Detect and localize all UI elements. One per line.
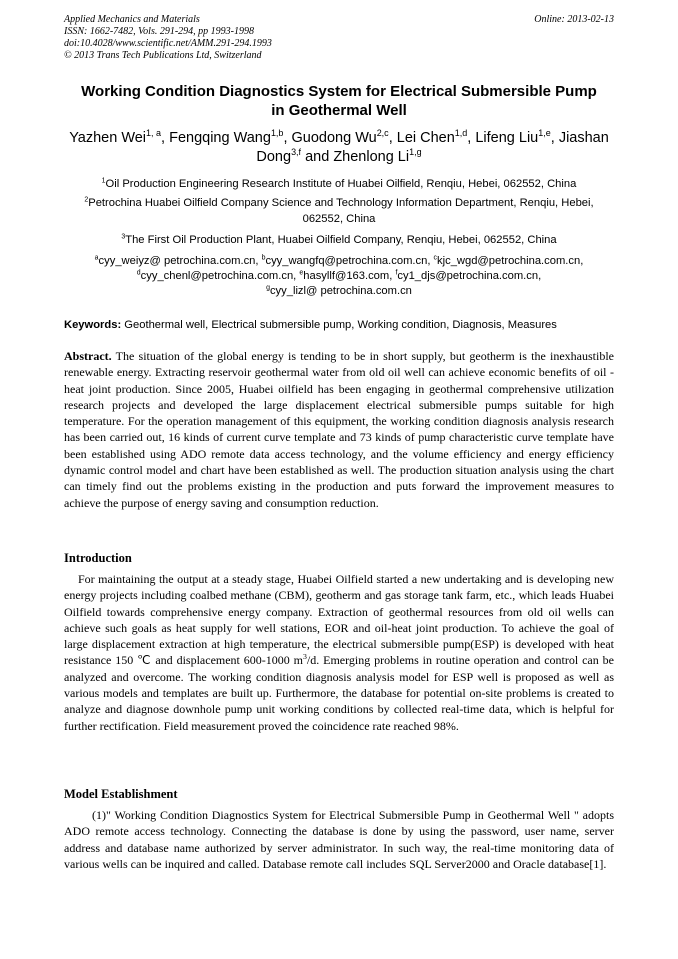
author-list [64,129,614,167]
author-affiliation-mark: 1,g [409,147,422,158]
author-affiliation-mark: 1,e [538,128,551,139]
author-affiliation-mark: 1,b [270,128,284,139]
author-name: Zhenlong Li [333,149,410,165]
author-separator: , [467,130,476,146]
journal-copyright: © 2013 Trans Tech Publications Ltd, Switzerland [64,50,262,61]
online-date: Online: 2013-02-13 [534,14,614,25]
author-separator: and [301,149,334,165]
model-heading: Model Establishment [64,787,178,801]
email-address: kjc_wgd@petrochina.com.cn, [437,255,584,267]
email-mark: e [299,269,304,277]
author-name: Lifeng Liu [475,130,539,146]
email-address: cy1_djs@petrochina.com.cn, [397,270,542,282]
paper-title [64,82,614,120]
unit-superscript: 3 [303,652,307,662]
affiliation-text: Oil Production Engineering Research Institute of Huabei Oilfield, Renqiu, Hebei, 062552, China [105,178,577,190]
author-name: Fengqing Wang [169,130,271,146]
abstract [64,348,614,511]
author-affiliation-mark: 3,f [291,147,302,158]
author-name: Jiashan Dong [256,130,609,165]
email-address: hasyllf@163.com, [303,270,396,282]
email-mark: c [433,254,438,262]
author-separator: , [161,130,170,146]
introduction-heading: Introduction [64,551,132,565]
author-affiliation-mark: 1,d [454,128,468,139]
introduction-text-part-2: /d. Emerging problems in routine operation and control can be analyzed and overcome. The working condition diagnosis analysis model for ESP well is proposed as well as various models and templates are built up. Furthermore, the database for potential on-site problems is created to analyze and diagnose downhole pump unit working conditions by collected real-time data, which is helpful for further rectification. Field measurement proved the coincidence rate reached 98%. [64,653,614,733]
email-address: cyy_lizl@ petrochina.com.cn [269,285,412,297]
running-header [64,14,614,62]
title-line-2: in Geothermal Well [271,102,407,119]
affiliation-number: 1 [101,177,106,185]
title-line-1: Working Condition Diagnostics System for Electrical Submersible Pump [81,83,597,100]
author-name: Yazhen Wei [69,130,147,146]
email-mark: g [266,284,270,292]
email-list [64,254,614,299]
author-name: Lei Chen [396,130,455,146]
journal-doi: doi:10.4028/www.scientific.net/AMM.291-294.1993 [64,38,272,49]
affiliation-text: Petrochina Huabei Oilfield Company Science and Technology Information Department, Renqiu, Hebei, 062552, China [88,197,594,225]
author-separator: , [283,130,292,146]
affiliation-3 [64,232,614,248]
author-name: Guodong Wu [291,130,377,146]
affiliation-number: 2 [84,196,89,204]
author-affiliation-mark: 1, a [146,128,162,139]
affiliation-text: The First Oil Production Plant, Huabei Oilfield Company, Renqiu, Hebei, 062552, China [125,234,557,246]
introduction-paragraph [64,571,614,734]
model-paragraph: (1)" Working Condition Diagnostics System for Electrical Submersible Pump in Geothermal Well " adopts ADO remote access technology. Connecting the database is done by using the password, user name, server address and database name authorized by server administrator. In such way, the real-time monitoring data of various wells can be inquired and called. Database remote call includes SQL Server2000 and Oracle database[1]. [64,808,614,871]
email-mark: a [94,254,99,262]
email-address: cyy_chenl@petrochina.com.cn, [140,270,300,282]
affiliation-2 [64,195,614,227]
introduction-text-part-1: For maintaining the output at a steady stage, Huabei Oilfield started a new undertaking and is developing new energy projects including coalbed methane (CBM), geotherm and gas storage tank farm, etc., which leads Huabei Oilfield towards comprehensive energy company. Extraction of geothermal resources from old oil wells can achieve such goals as heat supply for well stations, EOR and oil-heat joint production. To achieve the goal of large displacement extraction at high temperature, the electrical submersible pump(ESP) is developed with heat resistance 150 ℃ and displacement 600-1000 m [64,572,614,668]
abstract-label: Abstract. [64,349,112,363]
email-address: cyy_wangfq@petrochina.com.cn, [265,255,434,267]
author-separator: , [550,130,555,146]
author-separator: , [388,130,397,146]
affiliation-number: 3 [121,233,126,241]
keywords-text: Geothermal well, Electrical submersible pump, Working condition, Diagnosis, Measures [121,319,557,331]
journal-issn: ISSN: 1662-7482, Vols. 291-294, pp 1993-1998 [64,26,254,37]
keywords [64,318,614,333]
author-affiliation-mark: 2,c [376,128,389,139]
journal-info [64,14,614,62]
journal-name: Applied Mechanics and Materials [64,14,200,25]
email-mark: b [261,254,266,262]
keywords-label: Keywords: [64,319,122,331]
email-address: cyy_weiyz@ petrochina.com.cn, [98,255,262,267]
email-mark: d [136,269,141,277]
email-mark: f [395,269,398,277]
affiliation-1 [64,176,614,192]
abstract-text: The situation of the global energy is tending to be in short supply, but geotherm is the inexhaustible renewable energy. Extracting reservoir geothermal water from old oil well can achieve economic benefits of oil - heat joint production. Since 2005, Huabei oilfield has been engaging in geothermal comprehensive utilization research projects and developed the large displacement electrical submersible pumps suitable for high temperature. For the operation management of this equipment, the working condition diagnosis analysis research has been carried out, 16 kinds of current curve template and 73 kinds of pump characteristic curve template have been established using ADO remote data access technology, and the volume efficiency and energy efficiency dynamic control model and chart have been established as well. The production situation analysis using the chart can timely find out the problems existing in the production and puts forward the improvement measures to achieve the purpose of energy saving and consumption reduction. [64,349,614,510]
